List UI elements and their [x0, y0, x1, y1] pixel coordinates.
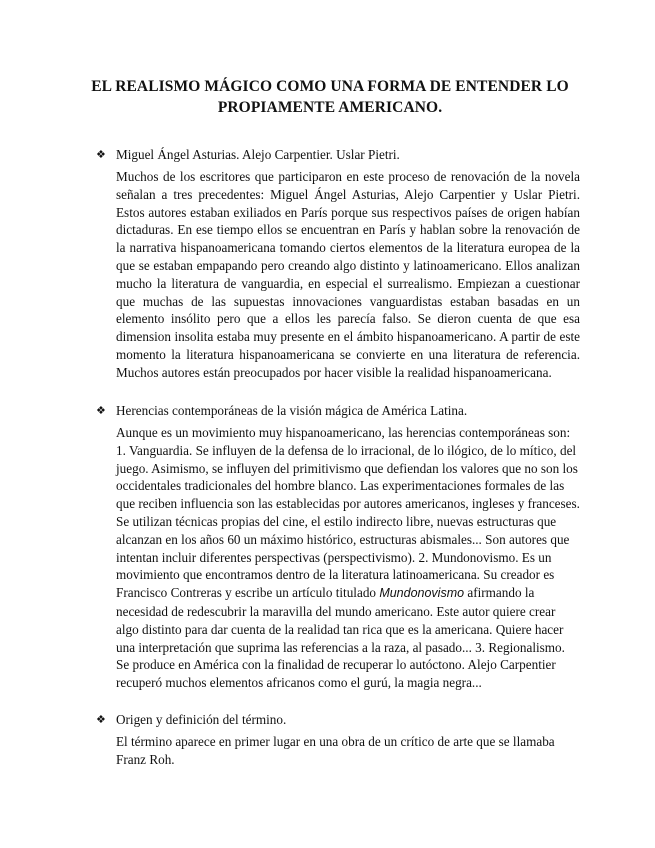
diamond-bullet-icon: ❖: [96, 714, 106, 726]
section-heading: [96, 711, 580, 729]
document-title: EL REALISMO MÁGICO COMO UNA FORMA DE ENTENDER LO PROPIAMENTE AMERICANO.: [91, 78, 569, 116]
section-paragraph: Muchos de los escritores que participaron en este proceso de renovación de la novela señalan a tres precedentes: Miguel Ángel Asturias, Alejo Carpentier y Uslar Pietri. Estos autores estaban exiliados en París porque sus respectivos países de origen habían dictaduras. En ese tiempo ellos se encuentran en París y hablan sobre la renovación de la narrativa hispanoamericana tomando ciertos elementos de la literatura europea de la que se estaban empapando pero creando algo distinto y latinoamericano. Ellos analizan mucho la literatura de vanguardia, en especial el surrealismo. Empiezan a cuestionar que muchas de las supuestas innovaciones vanguardistas estaban basadas en un elemento insólito pero que a ellos les parecía falso. Se dieron cuenta de que esa dimension insolita estaba muy presente en el ámbito hispanoamericano. A partir de este momento la literatura hispanoamericana se convierte en una literatura de referencia. Muchos autores están preocupados por hacer visible la realidad hispanoamericana.: [116, 169, 580, 380]
section-heading: [96, 146, 580, 164]
section-precedentes: [96, 146, 580, 382]
section-paragraph: [116, 424, 580, 692]
paragraph-text: Aunque es un movimiento muy hispanoamericano, las herencias contemporáneas son: 1. Vanguardia. Se influyen de la defensa de lo irracional, de lo ilógico, de lo mítico, del juego. Asimismo, se influyen del primitivismo que defiendan los valores que no son los occidentales tradicionales del hombre blanco. Las experimentaciones formales de las que reciben influencia son las establecidas por autores americanos, ingleses y franceses. Se utilizan técnicas propias del cine, el estilo indirecto libre, nuevas estructuras que alcanzan en los años 60 un máximo histórico, estructuras abismales... Son autores que intentan incluir diferentes perspectivas (perspectivismo). 2. Mundonovismo. Es un movimiento que encontramos dentro de la literatura latinoamericana. Su creador es Francisco Contreras y escribe un artículo titulado: [116, 425, 580, 601]
section-paragraph: El término aparece en primer lugar en una obra de un crítico de arte que se llamaba Franz Roh.: [116, 734, 555, 767]
italic-title: Mundonovismo: [379, 586, 465, 601]
paragraph-text: afirmando la necesidad de redescubrir la maravilla del mundo americano. Este autor quiere crear algo distinto para dar cuenta de la realidad tan rica que es la americana. Quiere hacer una interpretación que suprima las referencias a la raza, al pasado... 3. Regionalismo. Se produce en América con la finalidad de recuperar lo autóctono. Alejo Carpentier recuperó muchos elementos africanos como el gurú, la magia negra...: [116, 585, 565, 691]
section-heading: [96, 402, 580, 420]
section-herencias: [96, 402, 580, 692]
heading-text: Origen y definición del término.: [116, 712, 287, 727]
heading-text: Herencias contemporáneas de la visión mágica de América Latina.: [116, 403, 468, 418]
diamond-bullet-icon: ❖: [96, 405, 106, 417]
section-origen: [96, 711, 580, 769]
heading-text: Miguel Ángel Asturias. Alejo Carpentier. Uslar Pietri.: [116, 147, 400, 162]
diamond-bullet-icon: ❖: [96, 149, 106, 161]
